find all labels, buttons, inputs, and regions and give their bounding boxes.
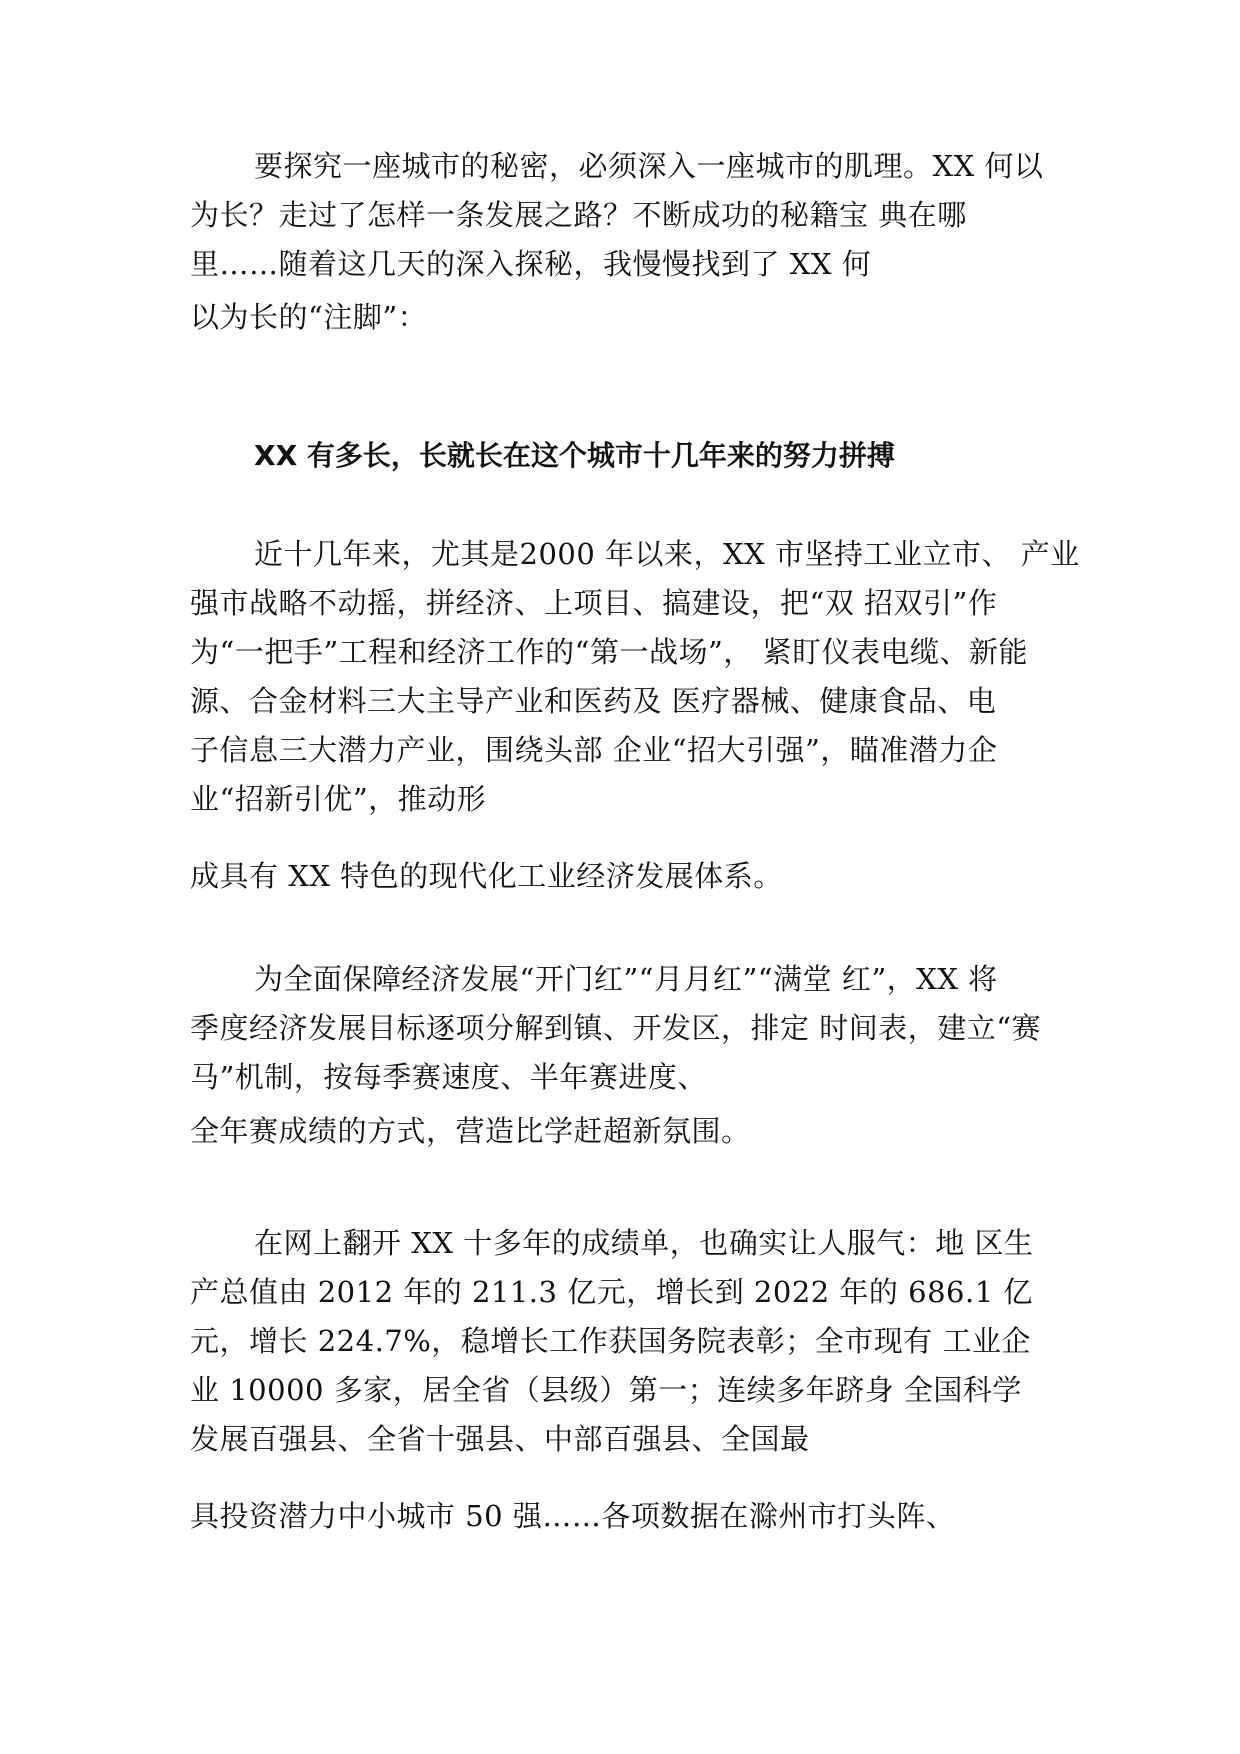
results-line-3: 元，增长 224.7%，稳增长工作获国务院表彰；全市现有 工业企 bbox=[190, 1324, 1032, 1358]
results-paragraph bbox=[190, 1219, 1090, 1464]
intro-line-3: 里……随着这几天的深入探秘，我慢慢找到了 XX 何 bbox=[190, 247, 872, 281]
industry-tail-paragraph bbox=[190, 852, 1090, 901]
targets-line-1: 为全面保障经济发展“开门红”“月月红”“满堂 红”，XX 将 bbox=[254, 962, 998, 996]
intro-line-1: 要探究一座城市的秘密，必须深入一座城市的肌理。XX 何以 bbox=[254, 149, 1044, 183]
intro-line-2: 为长？走过了怎样一条发展之路？不断成功的秘籍宝 典在哪 bbox=[190, 198, 967, 232]
industry-line-1: 近十几年来，尤其是2000 年以来，XX 市坚持工业立市、 产业 bbox=[254, 537, 1080, 571]
industry-tail-line: 成具有 XX 特色的现代化工业经济发展体系。 bbox=[190, 859, 783, 893]
targets-tail-line: 全年赛成绩的方式，营造比学赶超新氛围。 bbox=[190, 1114, 751, 1148]
industry-line-2: 强市战略不动摇，拼经济、上项目、搞建设，把“双 招双引”作 bbox=[190, 586, 998, 620]
results-line-5: 发展百强县、全省十强县、中部百强县、全国最 bbox=[190, 1422, 810, 1456]
targets-tail-paragraph bbox=[190, 1107, 1090, 1156]
industry-line-5: 子信息三大潜力产业，围绕头部 企业“招大引强”，瞄准潜力企 bbox=[190, 733, 998, 767]
intro-tail-line: 以为长的“注脚”： bbox=[190, 300, 428, 334]
industry-line-3: 为“一把手”工程和经济工作的“第一战场”， 紧盯仪表电缆、新能 bbox=[190, 635, 1029, 669]
results-line-2: 产总值由 2012 年的 211.3 亿元，增长到 2022 年的 686.1 亿 bbox=[190, 1275, 1033, 1309]
results-tail-paragraph bbox=[190, 1492, 1090, 1541]
targets-paragraph bbox=[190, 955, 1090, 1102]
results-line-4: 业 10000 多家，居全省（县级）第一；连续多年跻身 全国科学 bbox=[190, 1373, 1022, 1407]
intro-paragraph bbox=[190, 142, 1090, 289]
industry-line-4: 源、合金材料三大主导产业和医药及 医疗器械、健康食品、电 bbox=[190, 684, 997, 718]
targets-line-2: 季度经济发展目标逐项分解到镇、开发区，排定 时间表，建立“赛 bbox=[190, 1011, 1042, 1045]
industry-paragraph bbox=[190, 530, 1090, 824]
results-line-1: 在网上翻开 XX 十多年的成绩单，也确实让人服气：地 区生 bbox=[254, 1226, 1034, 1260]
industry-line-6: 业“招新引优”，推动形 bbox=[190, 782, 487, 816]
intro-tail-paragraph bbox=[190, 293, 1090, 342]
targets-line-3: 马”机制，按每季赛速度、半年赛进度、 bbox=[190, 1060, 707, 1094]
results-tail-line: 具投资潜力中小城市 50 强……各项数据在滁州市打头阵、 bbox=[190, 1499, 956, 1533]
section-heading: XX 有多长，长就长在这个城市十几年来的努力拼搏 bbox=[254, 439, 895, 472]
